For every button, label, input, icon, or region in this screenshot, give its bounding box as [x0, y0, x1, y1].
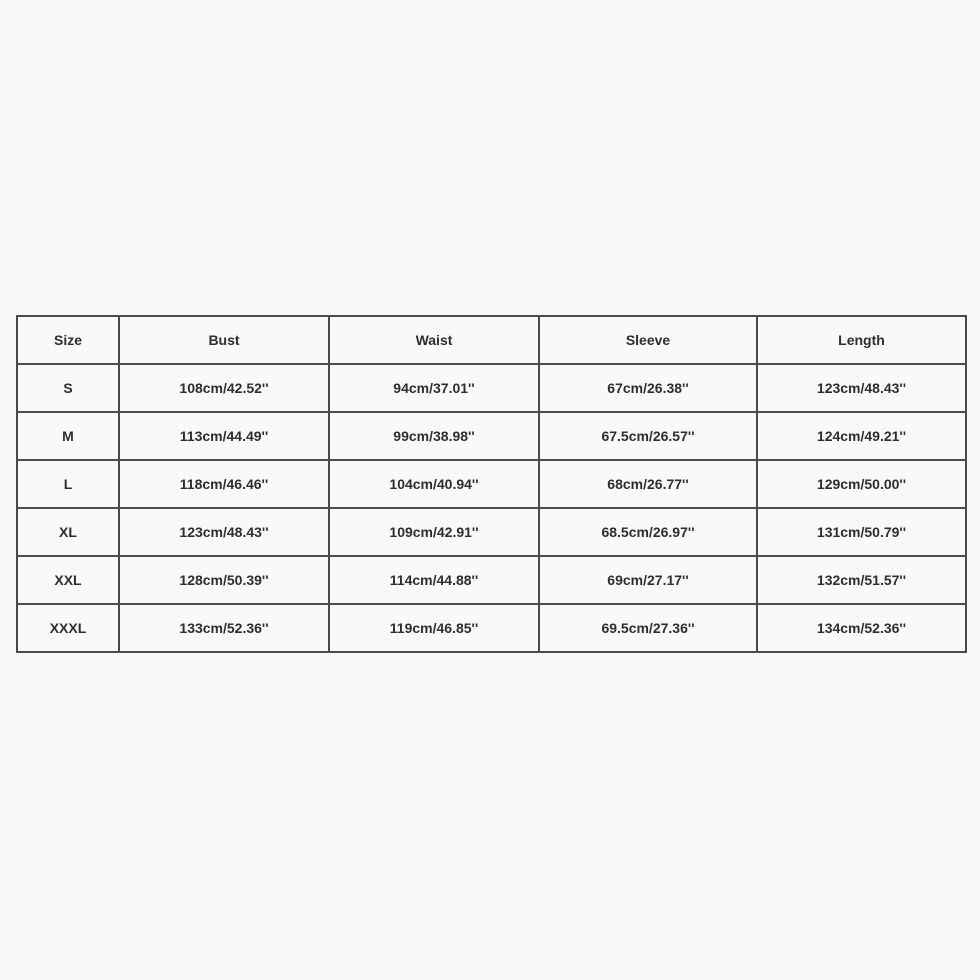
header-bust: Bust — [119, 316, 329, 364]
waist-cell: 94cm/37.01'' — [329, 364, 539, 412]
header-length: Length — [757, 316, 966, 364]
length-cell: 129cm/50.00'' — [757, 460, 966, 508]
length-cell: 123cm/48.43'' — [757, 364, 966, 412]
bust-cell: 118cm/46.46'' — [119, 460, 329, 508]
size-cell: S — [17, 364, 119, 412]
waist-cell: 119cm/46.85'' — [329, 604, 539, 652]
table-row — [17, 364, 966, 412]
table-row — [17, 508, 966, 556]
size-cell: M — [17, 412, 119, 460]
waist-cell: 114cm/44.88'' — [329, 556, 539, 604]
table-row — [17, 604, 966, 652]
size-cell: XXXL — [17, 604, 119, 652]
waist-cell: 109cm/42.91'' — [329, 508, 539, 556]
table-row — [17, 460, 966, 508]
bust-cell: 123cm/48.43'' — [119, 508, 329, 556]
table-row — [17, 556, 966, 604]
header-size: Size — [17, 316, 119, 364]
sleeve-cell: 69cm/27.17'' — [539, 556, 757, 604]
length-cell: 132cm/51.57'' — [757, 556, 966, 604]
size-chart-table — [16, 315, 967, 653]
length-cell: 124cm/49.21'' — [757, 412, 966, 460]
table-row — [17, 412, 966, 460]
sleeve-cell: 69.5cm/27.36'' — [539, 604, 757, 652]
header-sleeve: Sleeve — [539, 316, 757, 364]
waist-cell: 104cm/40.94'' — [329, 460, 539, 508]
sleeve-cell: 67cm/26.38'' — [539, 364, 757, 412]
sleeve-cell: 67.5cm/26.57'' — [539, 412, 757, 460]
length-cell: 134cm/52.36'' — [757, 604, 966, 652]
sleeve-cell: 68.5cm/26.97'' — [539, 508, 757, 556]
header-waist: Waist — [329, 316, 539, 364]
waist-cell: 99cm/38.98'' — [329, 412, 539, 460]
size-cell: XL — [17, 508, 119, 556]
bust-cell: 113cm/44.49'' — [119, 412, 329, 460]
bust-cell: 128cm/50.39'' — [119, 556, 329, 604]
bust-cell: 108cm/42.52'' — [119, 364, 329, 412]
length-cell: 131cm/50.79'' — [757, 508, 966, 556]
size-cell: L — [17, 460, 119, 508]
bust-cell: 133cm/52.36'' — [119, 604, 329, 652]
header-row — [17, 316, 966, 364]
size-cell: XXL — [17, 556, 119, 604]
sleeve-cell: 68cm/26.77'' — [539, 460, 757, 508]
